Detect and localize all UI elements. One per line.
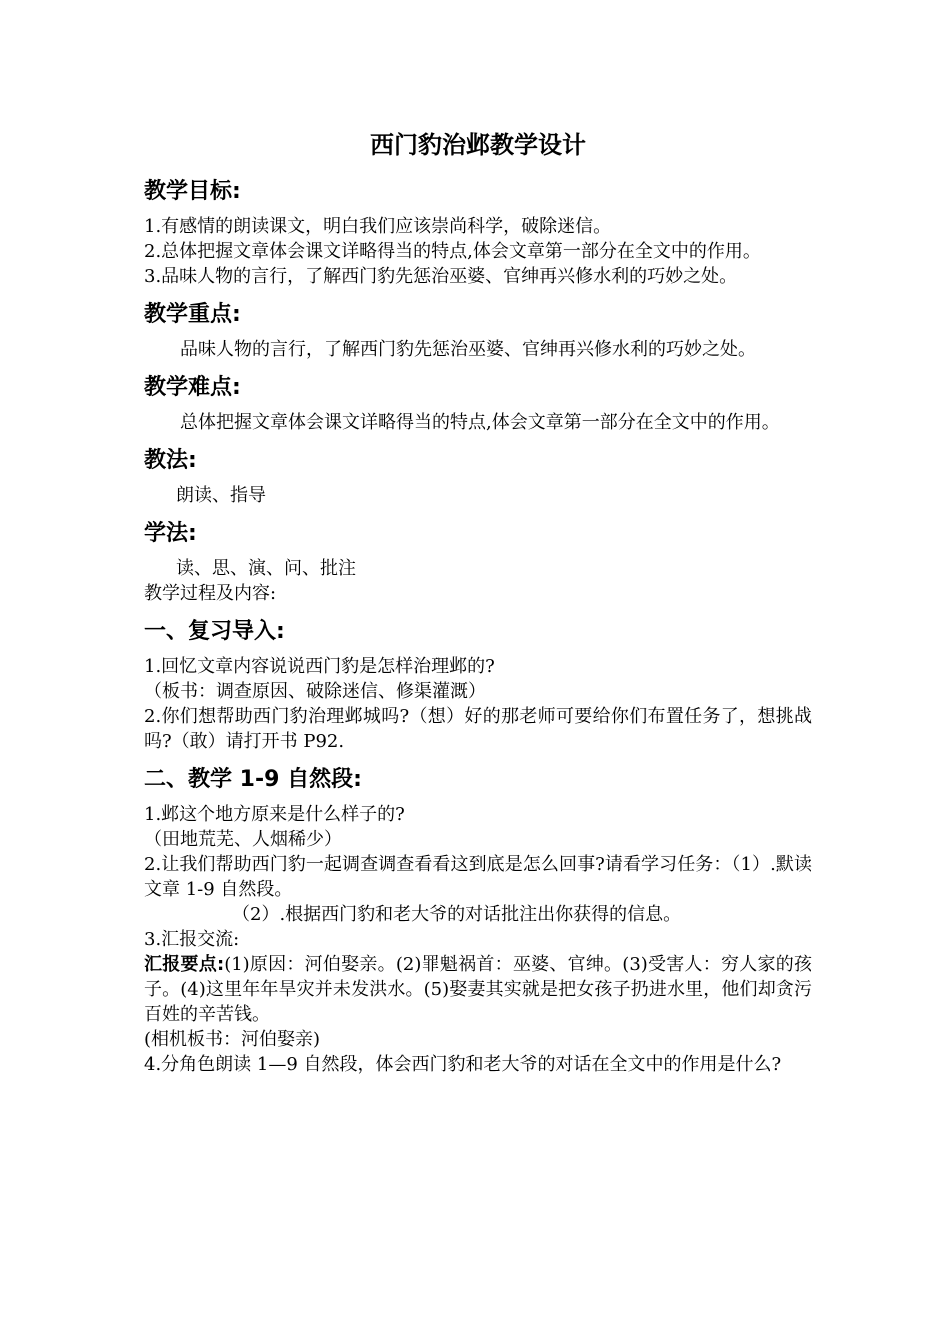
document-title: 西门豹治邺教学设计 [370,131,586,159]
section2-question-3: 3.汇报交流: [144,929,240,950]
difficulties-text: 总体把握文章体会课文详略得当的特点,体会文章第一部分在全文中的作用。 [180,412,780,433]
objective-item: 2.总体把握文章体会课文详略得当的特点,体会文章第一部分在全文中的作用。 [144,241,761,262]
process-label: 教学过程及内容: [144,583,277,604]
key-points-text: 品味人物的言行，了解西门豹先惩治巫婆、官绅再兴修水利的巧妙之处。 [180,339,756,360]
section2-question-2b: （2）.根据西门豹和老大爷的对话批注出你获得的信息。 [232,904,682,925]
section2-question-2: 2.让我们帮助西门豹一起调查调查看看这到底是怎么回事?请看学习任务：（1）.默读文章 1-9 自然段。 [144,854,812,900]
key-points-heading: 教学重点: [144,302,241,327]
objective-item: 1.有感情的朗读课文，明白我们应该崇尚科学，破除迷信。 [144,216,612,237]
learning-method-heading: 学法: [144,521,197,546]
learning-method-text: 读、思、演、问、批注 [176,558,356,579]
section1-line: （板书：调查原因、破除迷信、修渠灌溉） [144,681,486,702]
teaching-method-text: 朗读、指导 [176,485,266,506]
section2-heading: 二、教学 1-9 自然段: [144,767,362,792]
report-text: (1)原因：河伯娶亲。(2)罪魁祸首：巫婆、官绅。(3)受害人：穷人家的孩子。(4)这里年年旱灾并未发洪水。(5)娶妻其实就是把女孩子扔进水里，他们却贪污百姓的辛苦钱。 [144,954,812,1025]
section2-question-4: 4.分角色朗读 1—9 自然段，体会西门豹和老大爷的对话在全文中的作用是什么? [144,1054,782,1075]
section1-line: 2.你们想帮助西门豹治理邺城吗?（想）好的那老师可要给你们布置任务了，想挑战吗?（敢）请打开书 P92. [144,706,812,752]
section1-line: 1.回忆文章内容说说西门豹是怎样治理邺的? [144,656,495,677]
section2-question-1: 1.邺这个地方原来是什么样子的? [144,804,405,825]
objectives-heading: 教学目标: [144,179,241,204]
report-paragraph [144,952,812,1027]
objective-item: 3.品味人物的言行，了解西门豹先惩治巫婆、官绅再兴修水利的巧妙之处。 [144,266,738,287]
section2-answer-1: （田地荒芜、人烟稀少） [144,829,342,850]
teaching-method-heading: 教法: [144,448,197,473]
difficulties-heading: 教学难点: [144,375,241,400]
report-label: 汇报要点: [144,954,225,975]
board-note: (相机板书：河伯娶亲) [144,1029,321,1050]
section1-heading: 一、复习导入: [144,619,285,644]
document-page [144,128,812,1077]
